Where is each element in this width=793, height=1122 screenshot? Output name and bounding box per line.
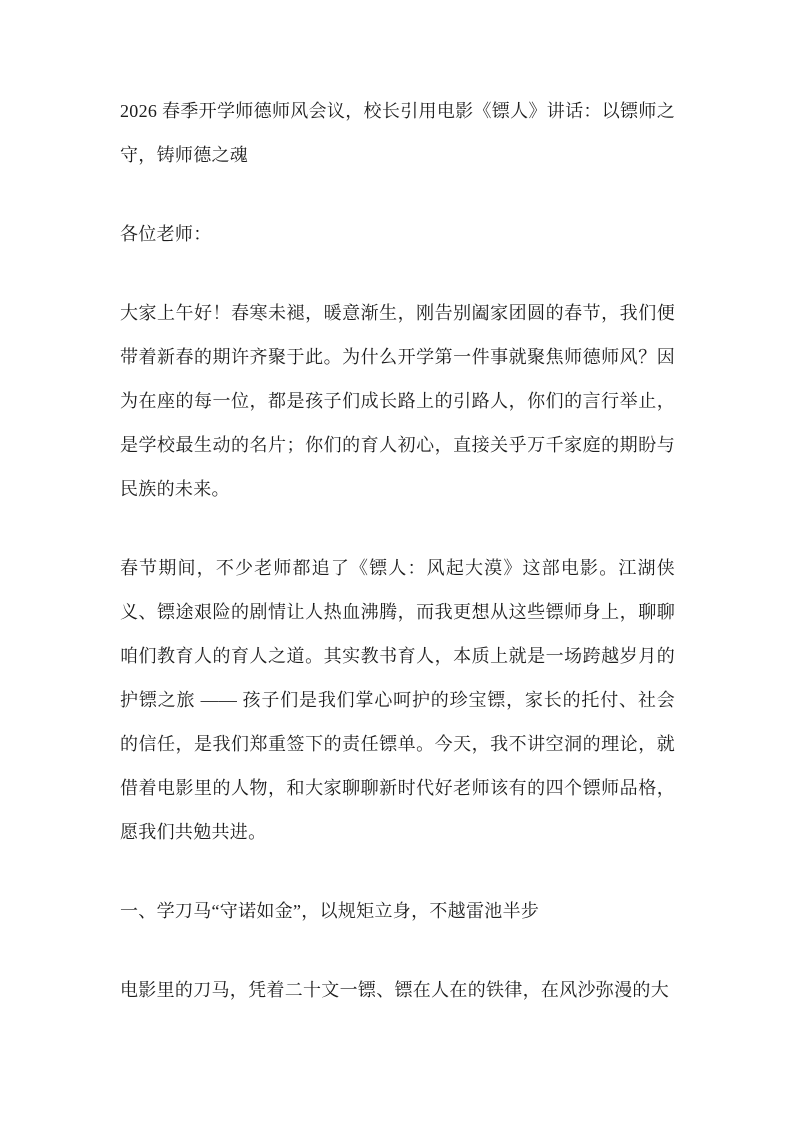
section-heading-one: 一、学刀马“守诺如金”，以规矩立身，不越雷池半步 bbox=[120, 901, 540, 921]
paragraph-opening: 大家上午好！春寒未褪，暖意渐生，刚告别阖家团圆的春节，我们便带着新春的期许齐聚于此。为什么开学第一件事就聚焦师德师风？因为在座的每一位，都是孩子们成长路上的引路人，你们的言行举止，是学校最生动的名片；你们的育人初心，直接关乎万千家庭的期盼与民族的未来。 bbox=[120, 303, 675, 499]
document-title: 2026 春季开学师德师风会议，校长引用电影《镖人》讲话：以镖师之守，铸师德之魂 bbox=[120, 101, 675, 165]
paragraph-daoma-truncated: 电影里的刀马，凭着二十文一镖、镖在人在的铁律，在风沙弥漫的大 bbox=[120, 980, 669, 1000]
paragraph-movie-intro: 春节期间，不少老师都追了《镖人：风起大漠》这部电影。江湖侠义、镖途艰险的剧情让人热血沸腾，而我更想从这些镖师身上，聊聊咱们教育人的育人之道。其实教书育人，本质上就是一场跨越岁月的护镖之旅 —— 孩子们是我们掌心呵护的珍宝镖，家长的托付、社会的信任，是我们郑重签下的责任镖单。今天，我不讲空洞的理论，就借着电影里的人物，和大家聊聊新时代好老师该有的四个镖师品格，愿我们共勉共进。 bbox=[120, 558, 675, 842]
salutation: 各位老师： bbox=[120, 224, 212, 244]
document-body bbox=[120, 89, 675, 1012]
